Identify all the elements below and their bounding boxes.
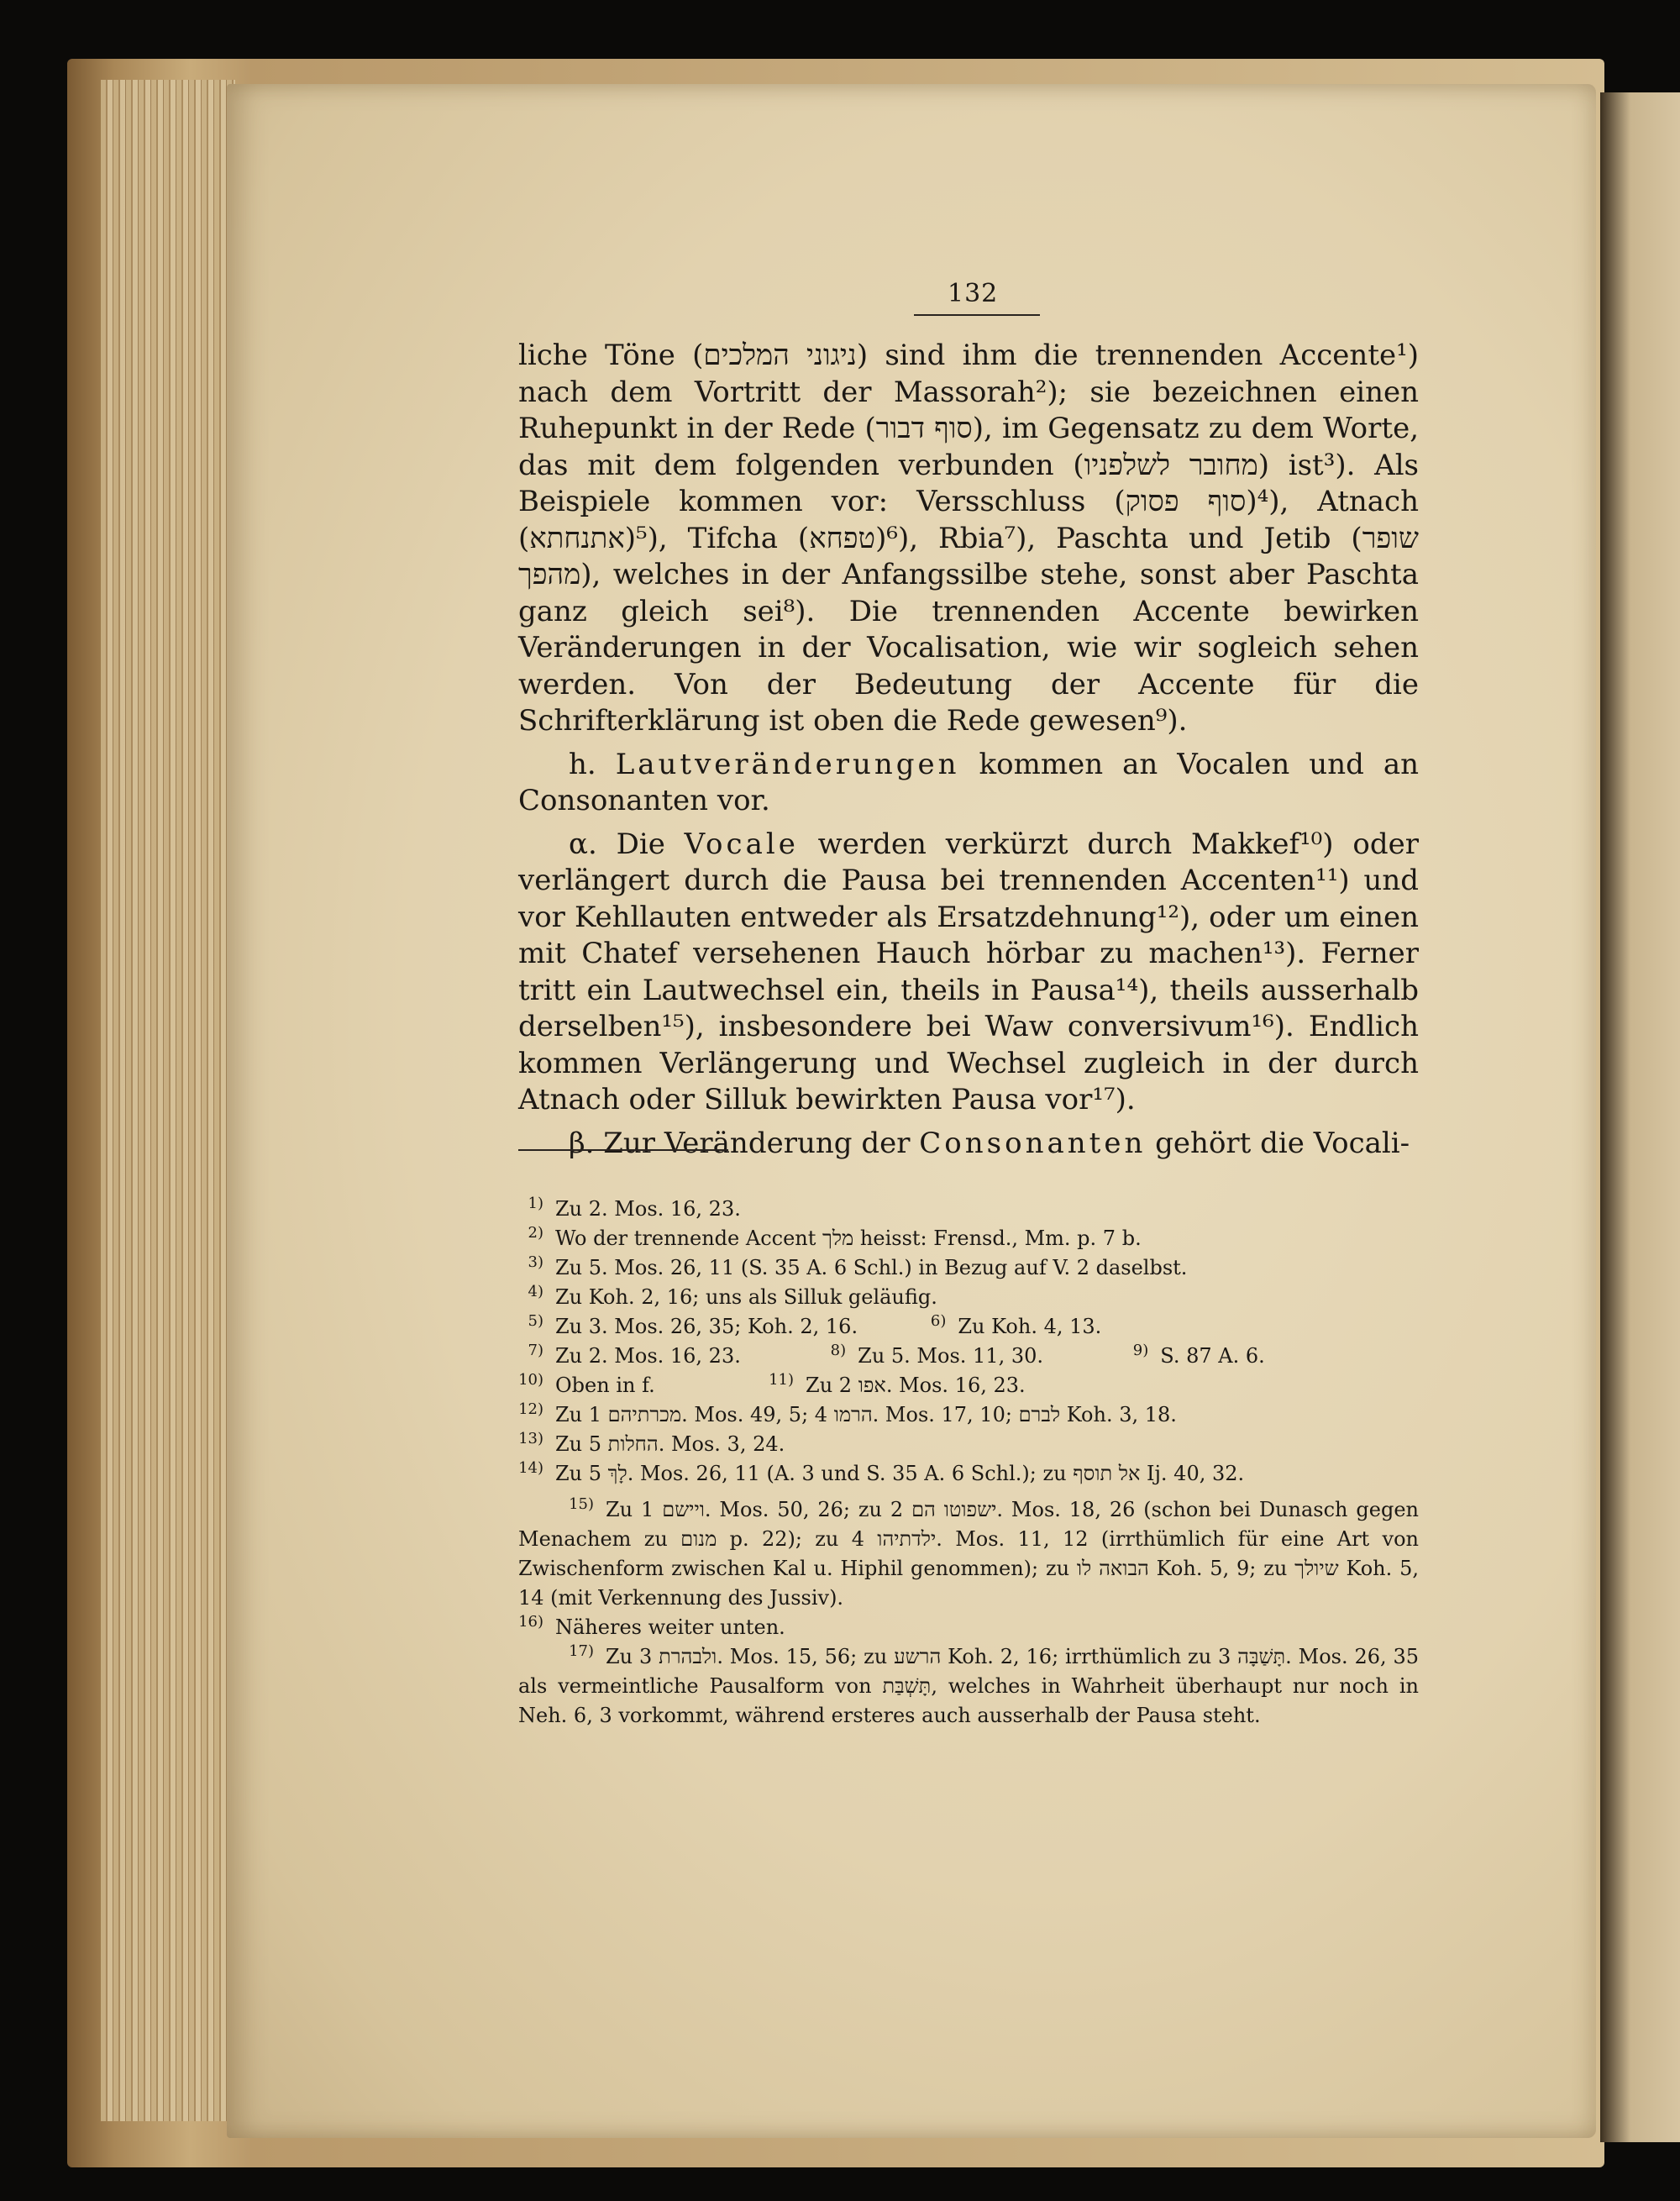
- facing-page-edge: [1600, 92, 1680, 2142]
- paragraph-lautveraenderungen: [518, 747, 1419, 820]
- footnote-row-5-6: 5) Zu 3. Mos. 26, 35; Koh. 2, 16. 6) Zu Koh. 4, 13.: [528, 1312, 1102, 1338]
- footnote-text: Zu לָךְ 5. Mos. 26, 11 (A. 3 und S. 35 A. 6 Schl.); zu אל תוסף Ij. 40, 32.: [555, 1462, 1245, 1485]
- footnote-text: Zu מכרתיהם 1. Mos. 49, 5; הרמו 4. Mos. 17, 10; לברם Koh. 3, 18.: [555, 1403, 1177, 1426]
- heading-vocale: Vocale: [684, 827, 799, 861]
- paragraph-text: kommen an Vocalen und an Consonanten vor.: [518, 747, 1419, 817]
- footnote-17: 17) Zu ולבהרת 3. Mos. 15, 56; zu הרשע Koh. 2, 16; irrthümlich zu תָּשַׁבָּה 3. Mos. 26, 35 als vermeintliche Pausalform von תָּשְׁבַּת, welches in Wahrheit überhaupt nur noch in Neh. 6, 3 vorkommt, während ersteres auch ausserhalb der Pausa steht.: [518, 1642, 1420, 1727]
- paragraph-accents: liche Töne (ניגוני המלכים) sind ihm die trennenden Accente¹) nach dem Vortritt der Massorah²); sie bezeichnen einen Ruhepunkt in der Rede (סוף דבור), im Gegensatz zu dem Worte, das mit dem folgenden verbunden (מחובר לשלפניו) ist³). Als Beispiele kommen vor: Versschluss (סוף פסוק)⁴), Atnach (אתנחתא)⁵), Tifcha (טפחא)⁶), Rbia⁷), Paschta und Jetib (שופר מהפך), welches in der Anfangssilbe stehe, sonst aber Paschta ganz gleich sei⁸). Die trennenden Accente bewirken Veränderungen in der Vocalisation, wie wir sogleich sehen werden. Von der Bedeutung der Accente für die Schrifterklärung ist oben die Rede gewesen⁹).: [518, 339, 1420, 738]
- paragraph-vocale: [518, 827, 1419, 1119]
- footnote-text: Zu 2. Mos. 16, 23.: [555, 1197, 741, 1221]
- footnote-16: 16) Näheres weiter unten.: [518, 1613, 785, 1639]
- footnote-row-7-9: 7) Zu 2. Mos. 16, 23. 8) Zu 5. Mos. 11, 30. 9) S. 87 A. 6.: [528, 1342, 1265, 1368]
- footnote-15: 15) Zu ויישם 1. Mos. 50, 26; zu ישפוטו הם 2. Mos. 18, 26 (schon bei Dunasch gegen Menachem zu מנום p. 22); zu ילדתיהו 4. Mos. 11, 12 (irrthümlich für eine Art von Zwischenform zwischen Kal u. Hiphil genommen); zu הבואה לו Koh. 5, 9; zu שיולך Koh. 5, 14 (mit Verkennung des Jussiv).: [518, 1495, 1419, 1610]
- footnote-2: 2) Wo der trennende Accent מלך heisst: Frensd., Mm. p. 7 b.: [528, 1224, 1142, 1250]
- footnote-text: Zu Koh. 2, 16; uns als Silluk geläufig.: [555, 1285, 937, 1309]
- footnote-13: 13) Zu החלות 5. Mos. 3, 24.: [518, 1430, 785, 1456]
- paragraph-consonanten: [518, 1126, 1419, 1163]
- footnote-text: Wo der trennende Accent מלך heisst: Frensd., Mm. p. 7 b.: [555, 1227, 1142, 1250]
- footnote-12: 12) Zu מכרתיהם 1. Mos. 49, 5; הרמו 4. Mos. 17, 10; לברם Koh. 3, 18.: [518, 1400, 1177, 1426]
- footnote-row-10-11: 10) Oben in f. 11) Zu אפו 2. Mos. 16, 23.: [518, 1371, 1026, 1397]
- heading-lautveraenderungen: Lautveränderungen: [615, 747, 960, 781]
- paragraph-text: gehört die Vocali-: [1155, 1126, 1410, 1160]
- footnote-text: Zu 5. Mos. 11, 30.: [858, 1344, 1043, 1368]
- footnote-text: Oben in f.: [555, 1374, 655, 1397]
- footnote-text: Zu 5. Mos. 26, 11 (S. 35 A. 6 Schl.) in Bezug auf V. 2 daselbst.: [555, 1256, 1188, 1279]
- footnote-1: 1) Zu 2. Mos. 16, 23.: [528, 1195, 741, 1221]
- footnote-text: Zu ולבהרת 3. Mos. 15, 56; zu הרשע Koh. 2, 16; irrthümlich zu תָּשַׁבָּה 3. Mos. 26, 35 als vermeintliche Pausalform von תָּשְׁבַּת, welches in Wahrheit überhaupt nur noch in Neh. 6, 3 vorkommt, während ersteres auch ausserhalb der Pausa steht.: [518, 1645, 1420, 1727]
- footnote-text: Zu ויישם 1. Mos. 50, 26; zu ישפוטו הם 2. Mos. 18, 26 (schon bei Dunasch gegen Menachem zu מנום p. 22); zu ילדתיהו 4. Mos. 11, 12 (irrthümlich für eine Art von Zwischenform zwischen Kal u. Hiphil genommen); zu הבואה לו Koh. 5, 9; zu שיולך Koh. 5, 14 (mit Verkennung des Jussiv).: [518, 1498, 1419, 1610]
- footnote-3: 3) Zu 5. Mos. 26, 11 (S. 35 A. 6 Schl.) in Bezug auf V. 2 daselbst.: [528, 1253, 1188, 1279]
- footnotes: [518, 1195, 1419, 1731]
- footnote-rule: [518, 1149, 728, 1151]
- footnote-text: Zu החלות 5. Mos. 3, 24.: [555, 1432, 785, 1456]
- page-edges: [101, 80, 235, 2121]
- footnote-text: Zu 2. Mos. 16, 23.: [555, 1344, 741, 1368]
- section-letter-h: h.: [569, 747, 596, 781]
- page-number-rule: [914, 314, 1040, 316]
- footnote-text: S. 87 A. 6.: [1160, 1344, 1265, 1368]
- section-beta: β. Zur Veränderung der: [569, 1126, 911, 1160]
- main-text: [518, 338, 1419, 1162]
- footnote-text: Zu 3. Mos. 26, 35; Koh. 2, 16.: [555, 1315, 858, 1338]
- footnote-text: Zu Koh. 4, 13.: [958, 1315, 1102, 1338]
- page-number: 132: [948, 279, 999, 308]
- paragraph-text: werden verkürzt durch Makkef¹⁰) oder verlängert durch die Pausa bei trennenden Accenten¹¹) und vor Kehllauten entweder als Ersatzdehnung¹²), oder um einen mit Chatef versehenen Hauch hörbar zu machen¹³). Ferner tritt ein Lautwechsel ein, theils in Pausa¹⁴), theils ausserhalb derselben¹⁵), insbesondere bei Waw conversivum¹⁶). Endlich kommen Verlängerung und Wechsel zugleich in der durch Atnach oder Silluk bewirkten Pausa vor¹⁷).: [518, 827, 1419, 1116]
- footnote-4: 4) Zu Koh. 2, 16; uns als Silluk geläufig.: [528, 1283, 937, 1309]
- footnote-text: Zu אפו 2. Mos. 16, 23.: [806, 1374, 1026, 1397]
- footnote-text: Näheres weiter unten.: [555, 1615, 785, 1639]
- footnote-14: 14) Zu לָךְ 5. Mos. 26, 11 (A. 3 und S. 35 A. 6 Schl.); zu אל תוסף Ij. 40, 32.: [518, 1459, 1245, 1485]
- heading-consonanten: Consonanten: [919, 1126, 1147, 1160]
- section-alpha: α. Die: [569, 827, 665, 861]
